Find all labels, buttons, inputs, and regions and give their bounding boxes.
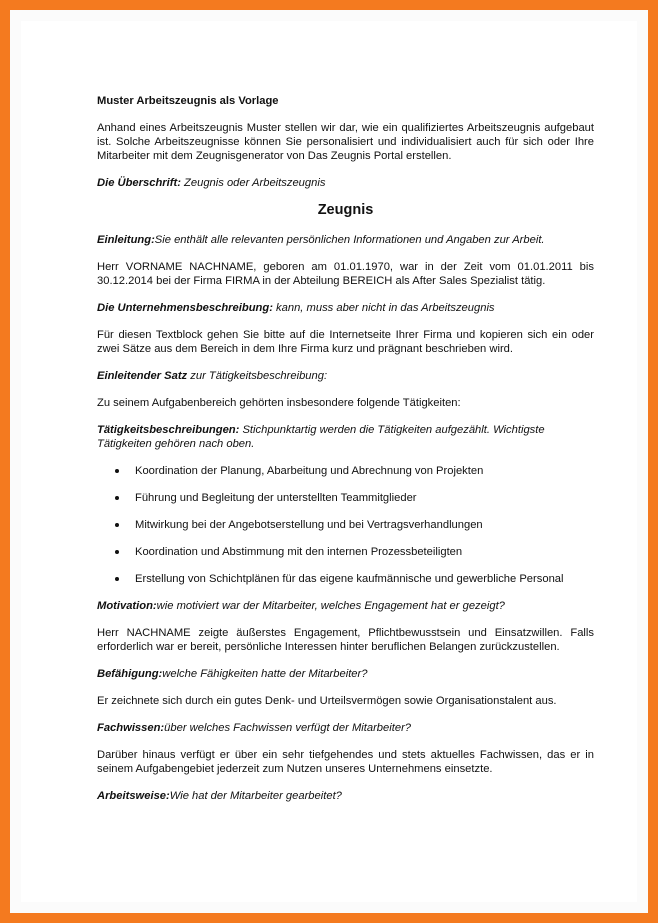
ueberschrift-label: Die Überschrift:: [97, 177, 181, 189]
befaehigung-text: welche Fähigkeiten hatte der Mitarbeiter?: [162, 668, 368, 680]
einleitung-text: Sie enthält alle relevanten persönlichen Informationen und Angaben zur Arbeit.: [154, 234, 545, 246]
document-page: [21, 21, 637, 902]
document-content: [97, 94, 594, 803]
zeugnis-heading: Zeugnis: [317, 202, 374, 218]
bullet-icon: [115, 523, 119, 527]
motivation-text: wie motiviert war der Mitarbeiter, welches Engagement hat er gezeigt?: [156, 600, 505, 612]
list-item-text: Mitwirkung bei der Angebotserstellung und bei Vertragsverhandlungen: [135, 519, 483, 531]
motivation-body: Herr NACHNAME zeigte äußerstes Engagement, Pflichtbewusstsein und Einsatzwillen. Falls erforderlich war er bereit, persönliche Interessen hinter beruflichen Belangen zurückzustellen.: [97, 627, 594, 653]
list-item: [97, 572, 594, 586]
fachwissen-text: über welches Fachwissen verfügt der Mitarbeiter?: [164, 722, 412, 734]
list-item-text: Erstellung von Schichtplänen für das eigene kaufmännische und gewerbliche Personal: [135, 573, 564, 585]
taetigkeit-label: Tätigkeitsbeschreibungen:: [97, 424, 240, 436]
einleitender-text: zur Tätigkeitsbeschreibung:: [187, 370, 328, 382]
taetigkeit-list: [97, 464, 594, 586]
bullet-icon: [115, 550, 119, 554]
list-item: [97, 545, 594, 559]
list-item-text: Koordination der Planung, Abarbeitung und Abrechnung von Projekten: [135, 465, 484, 477]
arbeitsweise-label: Arbeitsweise:: [97, 790, 170, 802]
fachwissen-body: Darüber hinaus verfügt er über ein sehr tiefgehendes und stets aktuelles Fachwissen, das er in seinem Aufgabengebiet jederzeit zum Nutzen unseres Unternehmens einsetzte.: [97, 749, 594, 775]
list-item: [97, 518, 594, 532]
bullet-icon: [115, 577, 119, 581]
list-item: [97, 491, 594, 505]
taetigkeit-text: Stichpunktartig werden die Tätigkeiten aufgezählt. Wichtigste Tätigkeiten gehören nach oben.: [97, 424, 545, 450]
befaehigung-section: [97, 667, 594, 681]
ueberschrift-text: Zeugnis oder Arbeitszeugnis: [180, 177, 326, 189]
unternehmen-section: [97, 301, 594, 315]
arbeitsweise-section: [97, 789, 594, 803]
document-title: Muster Arbeitszeugnis als Vorlage: [97, 95, 279, 107]
unternehmen-label: Die Unternehmensbeschreibung:: [97, 302, 273, 314]
list-item: [97, 464, 594, 478]
einleitender-label: Einleitender Satz: [97, 370, 188, 382]
fachwissen-label: Fachwissen:: [97, 722, 165, 734]
intro-paragraph: Anhand eines Arbeitszeugnis Muster stellen wir dar, wie ein qualifiziertes Arbeitszeugnis aufgebaut ist. Solche Arbeitszeugnisse können Sie personalisiert und individualisiert auch für sich oder Ihre Mitarbeiter mit dem Zeugnisgenerator von Das Zeugnis Portal erstellen.: [97, 122, 594, 162]
unternehmen-text: kann, muss aber nicht in das Arbeitszeugnis: [272, 302, 495, 314]
ueberschrift-section: [97, 176, 594, 190]
fachwissen-section: [97, 721, 594, 735]
einleitung-section: [97, 233, 594, 247]
einleitender-section: [97, 369, 594, 383]
befaehigung-body: Er zeichnete sich durch ein gutes Denk- und Urteilsvermögen sowie Organisationstalent aus.: [97, 695, 557, 707]
motivation-label: Motivation:: [97, 600, 157, 612]
list-item-text: Führung und Begleitung der unterstellten Teammitglieder: [135, 492, 417, 504]
arbeitsweise-text: Wie hat der Mitarbeiter gearbeitet?: [169, 790, 342, 802]
einleitung-label: Einleitung:: [97, 234, 155, 246]
motivation-section: [97, 599, 594, 613]
list-item-text: Koordination und Abstimmung mit den internen Prozessbeteiligten: [135, 546, 463, 558]
taetigkeit-section: [97, 423, 594, 451]
unternehmen-body: Für diesen Textblock gehen Sie bitte auf die Internetseite Ihrer Firma und kopieren sich ein oder zwei Sätze aus dem Bereich in dem Ihre Firma kurz und prägnant beschrieben wird.: [97, 329, 594, 355]
einleitender-body: Zu seinem Aufgabenbereich gehörten insbesondere folgende Tätigkeiten:: [97, 397, 461, 409]
bullet-icon: [115, 496, 119, 500]
bullet-icon: [115, 469, 119, 473]
einleitung-body: Herr VORNAME NACHNAME, geboren am 01.01.1970, war in der Zeit vom 01.01.2011 bis 30.12.2014 bei der Firma FIRMA in der Abteilung BEREICH als After Sales Spezialist tätig.: [97, 261, 594, 287]
befaehigung-label: Befähigung:: [97, 668, 163, 680]
